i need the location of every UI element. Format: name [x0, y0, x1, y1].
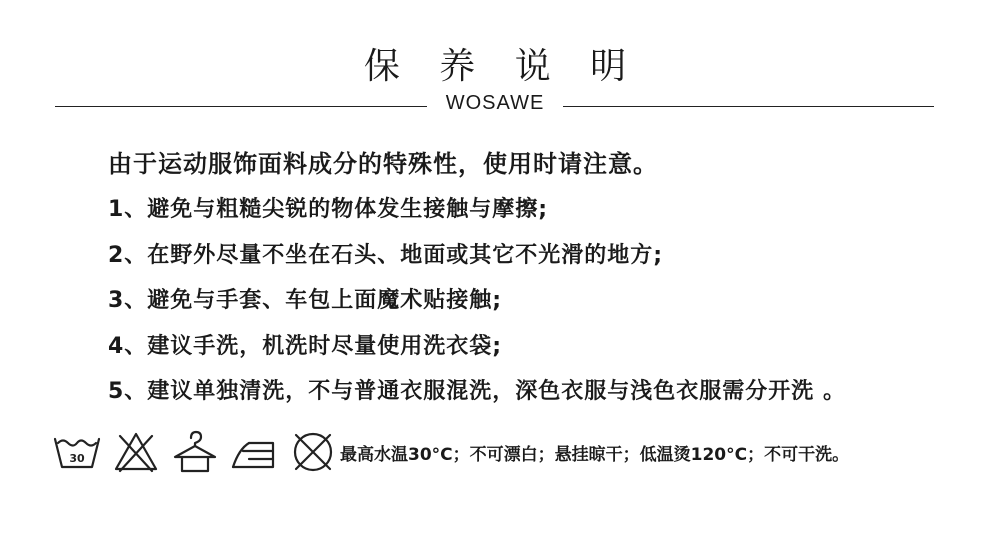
iron-icon — [229, 429, 279, 475]
no-dry-clean-icon — [288, 429, 338, 475]
care-summary-text: 最高水温30°C；不可漂白；悬挂晾干；低温烫120°C；不可干洗。 — [340, 445, 850, 465]
no-bleach-icon — [111, 429, 161, 475]
care-instructions-list — [108, 192, 846, 420]
care-icons-row — [52, 428, 347, 476]
hang-dry-icon — [170, 429, 220, 475]
divider-left — [55, 106, 427, 107]
list-item: 5、建议单独清洗，不与普通衣服混洗，深色衣服与浅色衣服需分开洗 。 — [108, 379, 846, 404]
page-title: 保 养 说 明 — [363, 46, 641, 87]
list-item: 1、避免与粗糙尖锐的物体发生接触与摩擦; — [108, 197, 549, 222]
divider-right — [563, 106, 934, 107]
list-item: 2、在野外尽量不坐在石头、地面或其它不光滑的地方; — [108, 242, 664, 268]
list-item: 3、避免与手套、车包上面魔术贴接触; — [108, 288, 503, 313]
brand-name: WOSAWE — [445, 92, 545, 114]
list-item: 4、建议手洗，机洗时尽量使用洗衣袋; — [108, 333, 503, 359]
wash-temperature-label: 30 — [69, 452, 85, 465]
intro-text: 由于运动服饰面料成分的特殊性，使用时请注意。 — [108, 150, 658, 178]
wash-30-icon — [52, 429, 102, 475]
